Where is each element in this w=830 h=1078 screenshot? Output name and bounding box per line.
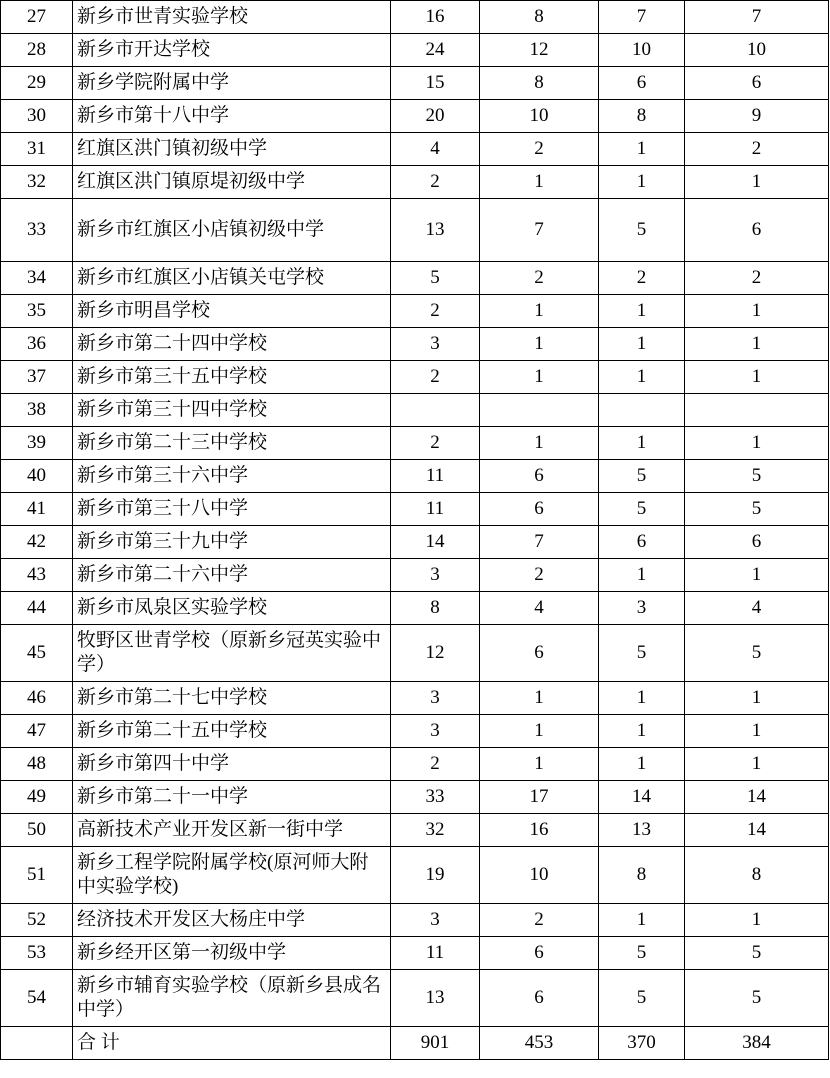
quota-col-2: 16 <box>480 814 599 847</box>
table-row <box>1 847 829 904</box>
quota-col-3: 1 <box>599 904 685 937</box>
quota-col-4: 1 <box>685 295 829 328</box>
quota-col-3: 8 <box>599 847 685 904</box>
row-number: 42 <box>1 526 73 559</box>
quota-col-2: 8 <box>480 67 599 100</box>
total-row <box>1 1027 829 1060</box>
quota-total: 13 <box>391 970 480 1027</box>
row-number: 49 <box>1 781 73 814</box>
quota-col-4: 5 <box>685 970 829 1027</box>
quota-total: 32 <box>391 814 480 847</box>
quota-col-2: 10 <box>480 100 599 133</box>
quota-col-4: 4 <box>685 592 829 625</box>
table-row <box>1 394 829 427</box>
quota-col-4: 1 <box>685 361 829 394</box>
quota-col-4: 10 <box>685 34 829 67</box>
school-name: 新乡市开达学校 <box>73 34 391 67</box>
quota-col-2: 6 <box>480 493 599 526</box>
quota-col-3: 1 <box>599 133 685 166</box>
school-name: 新乡学院附属中学 <box>73 67 391 100</box>
table-row <box>1 460 829 493</box>
school-name: 经济技术开发区大杨庄中学 <box>73 904 391 937</box>
school-name: 新乡市第三十四中学校 <box>73 394 391 427</box>
table-row <box>1 199 829 262</box>
quota-col-3: 1 <box>599 295 685 328</box>
quota-col-4: 1 <box>685 748 829 781</box>
school-name: 新乡市红旗区小店镇关屯学校 <box>73 262 391 295</box>
row-number: 43 <box>1 559 73 592</box>
row-number: 39 <box>1 427 73 460</box>
quota-col-4: 2 <box>685 262 829 295</box>
table-row <box>1 295 829 328</box>
quota-col-2: 1 <box>480 361 599 394</box>
quota-total: 4 <box>391 133 480 166</box>
quota-col-4: 1 <box>685 904 829 937</box>
row-number: 33 <box>1 199 73 262</box>
row-number: 50 <box>1 814 73 847</box>
row-number: 32 <box>1 166 73 199</box>
quota-total: 11 <box>391 493 480 526</box>
quota-col-4 <box>685 394 829 427</box>
quota-col-3: 5 <box>599 937 685 970</box>
school-name: 新乡工程学院附属学校(原河师大附中实验学校) <box>73 847 391 904</box>
quota-col-3: 5 <box>599 460 685 493</box>
table-row <box>1 970 829 1027</box>
quota-col-3: 14 <box>599 781 685 814</box>
quota-col-2: 2 <box>480 904 599 937</box>
table-row <box>1 262 829 295</box>
quota-col-4: 14 <box>685 814 829 847</box>
total-label: 合 计 <box>73 1027 391 1060</box>
row-number: 48 <box>1 748 73 781</box>
quota-col-4: 5 <box>685 460 829 493</box>
quota-col-2: 7 <box>480 199 599 262</box>
quota-col-4: 1 <box>685 427 829 460</box>
quota-col-4: 5 <box>685 493 829 526</box>
table-row <box>1 814 829 847</box>
quota-col-2: 10 <box>480 847 599 904</box>
school-name: 红旗区洪门镇原堤初级中学 <box>73 166 391 199</box>
quota-col-4: 5 <box>685 625 829 682</box>
quota-col-2 <box>480 394 599 427</box>
total-row-number <box>1 1027 73 1060</box>
school-name: 新乡市红旗区小店镇初级中学 <box>73 199 391 262</box>
table-body <box>1 1 829 1060</box>
quota-total: 33 <box>391 781 480 814</box>
row-number: 47 <box>1 715 73 748</box>
quota-col-4: 1 <box>685 682 829 715</box>
total-c1: 901 <box>391 1027 480 1060</box>
row-number: 35 <box>1 295 73 328</box>
row-number: 37 <box>1 361 73 394</box>
row-number: 31 <box>1 133 73 166</box>
quota-col-4: 1 <box>685 559 829 592</box>
quota-total: 19 <box>391 847 480 904</box>
table-row <box>1 328 829 361</box>
quota-col-4: 8 <box>685 847 829 904</box>
quota-total: 11 <box>391 460 480 493</box>
quota-total: 5 <box>391 262 480 295</box>
quota-col-3 <box>599 394 685 427</box>
table-row <box>1 904 829 937</box>
school-name: 新乡市第二十一中学 <box>73 781 391 814</box>
row-number: 53 <box>1 937 73 970</box>
quota-col-4: 1 <box>685 328 829 361</box>
quota-col-3: 1 <box>599 328 685 361</box>
quota-col-3: 5 <box>599 970 685 1027</box>
quota-col-2: 2 <box>480 262 599 295</box>
quota-total: 13 <box>391 199 480 262</box>
quota-total: 2 <box>391 427 480 460</box>
quota-col-4: 2 <box>685 133 829 166</box>
table-row <box>1 748 829 781</box>
quota-col-2: 6 <box>480 970 599 1027</box>
school-name: 新乡市凤泉区实验学校 <box>73 592 391 625</box>
row-number: 44 <box>1 592 73 625</box>
school-name: 新乡市第三十八中学 <box>73 493 391 526</box>
row-number: 52 <box>1 904 73 937</box>
row-number: 27 <box>1 1 73 34</box>
row-number: 45 <box>1 625 73 682</box>
quota-col-4: 6 <box>685 199 829 262</box>
school-name: 新乡市第三十九中学 <box>73 526 391 559</box>
quota-total: 20 <box>391 100 480 133</box>
school-name: 新乡市第二十三中学校 <box>73 427 391 460</box>
quota-total: 2 <box>391 166 480 199</box>
quota-col-3: 5 <box>599 493 685 526</box>
school-name: 新乡市第十八中学 <box>73 100 391 133</box>
total-c2: 453 <box>480 1027 599 1060</box>
quota-total: 12 <box>391 625 480 682</box>
quota-col-3: 8 <box>599 100 685 133</box>
quota-col-2: 17 <box>480 781 599 814</box>
table-row <box>1 559 829 592</box>
table-row <box>1 493 829 526</box>
quota-col-4: 1 <box>685 715 829 748</box>
quota-col-2: 6 <box>480 937 599 970</box>
quota-total: 14 <box>391 526 480 559</box>
quota-col-3: 1 <box>599 715 685 748</box>
row-number: 38 <box>1 394 73 427</box>
school-name: 新乡市辅育实验学校（原新乡县成名中学） <box>73 970 391 1027</box>
quota-col-3: 6 <box>599 67 685 100</box>
row-number: 40 <box>1 460 73 493</box>
table-row <box>1 427 829 460</box>
table-row <box>1 361 829 394</box>
quota-total: 24 <box>391 34 480 67</box>
quota-col-4: 9 <box>685 100 829 133</box>
quota-col-3: 10 <box>599 34 685 67</box>
row-number: 41 <box>1 493 73 526</box>
quota-total: 11 <box>391 937 480 970</box>
table-row <box>1 682 829 715</box>
table-row <box>1 34 829 67</box>
table-row <box>1 781 829 814</box>
quota-col-2: 1 <box>480 682 599 715</box>
school-name: 新乡市明昌学校 <box>73 295 391 328</box>
quota-total: 3 <box>391 715 480 748</box>
school-name: 新乡市第二十五中学校 <box>73 715 391 748</box>
quota-col-4: 5 <box>685 937 829 970</box>
table-row <box>1 592 829 625</box>
row-number: 51 <box>1 847 73 904</box>
total-c3: 370 <box>599 1027 685 1060</box>
table-row <box>1 133 829 166</box>
row-number: 28 <box>1 34 73 67</box>
quota-total <box>391 394 480 427</box>
row-number: 30 <box>1 100 73 133</box>
quota-col-2: 1 <box>480 715 599 748</box>
quota-col-2: 7 <box>480 526 599 559</box>
table-row <box>1 100 829 133</box>
quota-col-3: 1 <box>599 682 685 715</box>
row-number: 34 <box>1 262 73 295</box>
quota-col-2: 1 <box>480 427 599 460</box>
quota-col-3: 3 <box>599 592 685 625</box>
quota-col-3: 7 <box>599 1 685 34</box>
quota-col-2: 4 <box>480 592 599 625</box>
quota-col-2: 1 <box>480 166 599 199</box>
quota-total: 3 <box>391 682 480 715</box>
row-number: 46 <box>1 682 73 715</box>
quota-col-3: 1 <box>599 427 685 460</box>
quota-col-3: 5 <box>599 625 685 682</box>
table-row <box>1 526 829 559</box>
school-name: 新乡市第二十六中学 <box>73 559 391 592</box>
school-name: 高新技术产业开发区新一街中学 <box>73 814 391 847</box>
quota-col-2: 12 <box>480 34 599 67</box>
quota-total: 2 <box>391 361 480 394</box>
quota-col-2: 2 <box>480 559 599 592</box>
table-row <box>1 715 829 748</box>
quota-col-3: 13 <box>599 814 685 847</box>
quota-col-2: 1 <box>480 295 599 328</box>
quota-total: 2 <box>391 748 480 781</box>
quota-total: 8 <box>391 592 480 625</box>
total-c4: 384 <box>685 1027 829 1060</box>
quota-col-3: 1 <box>599 748 685 781</box>
row-number: 36 <box>1 328 73 361</box>
quota-col-3: 1 <box>599 166 685 199</box>
quota-col-2: 6 <box>480 460 599 493</box>
table-row <box>1 166 829 199</box>
quota-col-4: 6 <box>685 67 829 100</box>
quota-col-2: 1 <box>480 748 599 781</box>
quota-total: 16 <box>391 1 480 34</box>
school-name: 新乡市第三十六中学 <box>73 460 391 493</box>
table-row <box>1 1 829 34</box>
school-name: 新乡市第三十五中学校 <box>73 361 391 394</box>
school-name: 牧野区世青学校（原新乡冠英实验中学） <box>73 625 391 682</box>
quota-total: 3 <box>391 904 480 937</box>
table-row <box>1 625 829 682</box>
quota-total: 3 <box>391 559 480 592</box>
school-name: 红旗区洪门镇初级中学 <box>73 133 391 166</box>
school-name: 新乡市第二十四中学校 <box>73 328 391 361</box>
quota-col-3: 1 <box>599 559 685 592</box>
quota-col-4: 6 <box>685 526 829 559</box>
row-number: 29 <box>1 67 73 100</box>
school-name: 新乡市第二十七中学校 <box>73 682 391 715</box>
quota-col-2: 1 <box>480 328 599 361</box>
quota-col-4: 1 <box>685 166 829 199</box>
quota-total: 2 <box>391 295 480 328</box>
quota-col-3: 5 <box>599 199 685 262</box>
quota-col-3: 1 <box>599 361 685 394</box>
quota-total: 15 <box>391 67 480 100</box>
quota-col-4: 14 <box>685 781 829 814</box>
school-name: 新乡市第四十中学 <box>73 748 391 781</box>
school-name: 新乡市世青实验学校 <box>73 1 391 34</box>
quota-col-2: 2 <box>480 133 599 166</box>
quota-col-3: 6 <box>599 526 685 559</box>
quota-col-2: 6 <box>480 625 599 682</box>
row-number: 54 <box>1 970 73 1027</box>
table-row <box>1 67 829 100</box>
quota-col-3: 2 <box>599 262 685 295</box>
quota-col-4: 7 <box>685 1 829 34</box>
quota-total: 3 <box>391 328 480 361</box>
table-row <box>1 937 829 970</box>
school-name: 新乡经开区第一初级中学 <box>73 937 391 970</box>
quota-col-2: 8 <box>480 1 599 34</box>
